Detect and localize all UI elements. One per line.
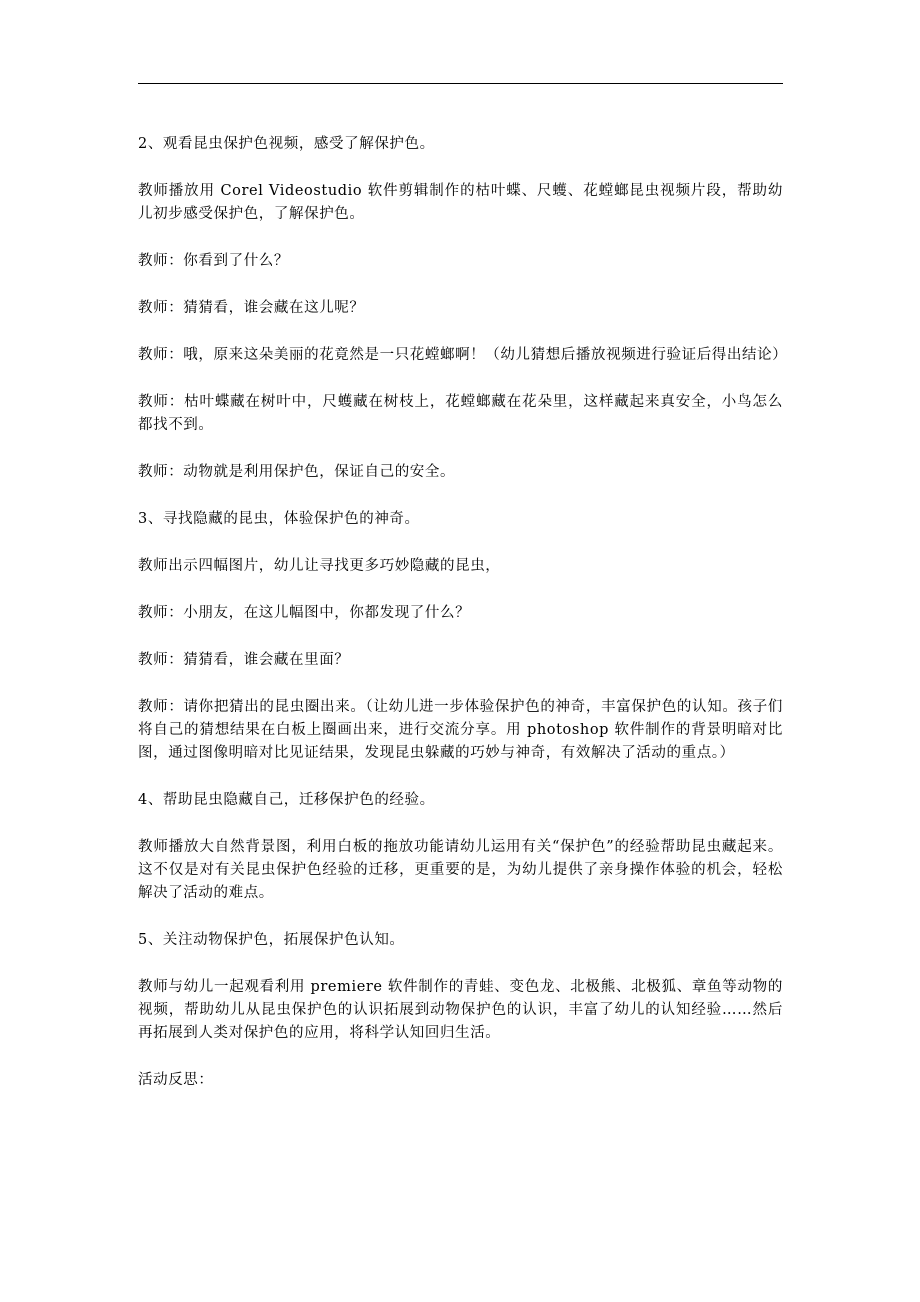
paragraph: 教师播放用 Corel Videostudio 软件剪辑制作的枯叶蝶、尺蠖、花螳螂昆虫视频片段，帮助幼儿初步感受保护色，了解保护色。 [138, 183, 783, 222]
paragraph: 教师播放大自然背景图，利用白板的拖放功能请幼儿运用有关“保护色”的经验帮助昆虫藏起来。这不仅是对有关昆虫保护色经验的迁移，更重要的是，为幼儿提供了亲身操作体验的机会，轻松解决了活动的难点。 [138, 839, 783, 901]
section-heading-3: 3、寻找隐藏的昆虫，体验保护色的神奇。 [138, 511, 420, 527]
header-rule [138, 83, 783, 84]
section-heading-5: 5、关注动物保护色，拓展保护色认知。 [138, 932, 405, 948]
dialogue-line: 教师：请你把猜出的昆虫圈出来。（让幼儿进一步体验保护色的神奇，丰富保护色的认知。孩子们将自己的猜想结果在白板上圈画出来，进行交流分享。用 photoshop 软件制作的背景明暗对比图，通过图像明暗对比见证结果，发现昆虫躲藏的巧妙与神奇，有效解决了活动的重点。） [138, 699, 783, 761]
dialogue-line: 教师：小朋友，在这儿幅图中，你都发现了什么？ [138, 605, 471, 621]
reflection-heading: 活动反思： [138, 1072, 214, 1088]
paragraph: 教师出示四幅图片，幼儿让寻找更多巧妙隐藏的昆虫， [138, 558, 501, 574]
dialogue-line: 教师：动物就是利用保护色，保证自己的安全。 [138, 464, 456, 480]
dialogue-line: 教师：猜猜看，谁会藏在这儿呢？ [138, 300, 365, 316]
dialogue-line: 教师：猜猜看，谁会藏在里面？ [138, 652, 350, 668]
document-body [138, 133, 788, 1116]
dialogue-line: 教师：枯叶蝶藏在树叶中，尺蠖藏在树枝上，花螳螂藏在花朵里，这样藏起来真安全，小鸟怎么都找不到。 [138, 394, 783, 433]
dialogue-line: 教师：你看到了什么？ [138, 253, 289, 269]
section-heading-2: 2、观看昆虫保护色视频，感受了解保护色。 [138, 136, 435, 152]
section-heading-4: 4、帮助昆虫隐藏自己，迁移保护色的经验。 [138, 792, 435, 808]
dialogue-line: 教师：哦，原来这朵美丽的花竟然是一只花螳螂啊！（幼儿猜想后播放视频进行验证后得出结论） [138, 347, 788, 363]
paragraph: 教师与幼儿一起观看利用 premiere 软件制作的青蛙、变色龙、北极熊、北极狐、章鱼等动物的视频，帮助幼儿从昆虫保护色的认识拓展到动物保护色的认识，丰富了幼儿的认知经验……然后再拓展到人类对保护色的应用，将科学认知回归生活。 [138, 979, 783, 1041]
